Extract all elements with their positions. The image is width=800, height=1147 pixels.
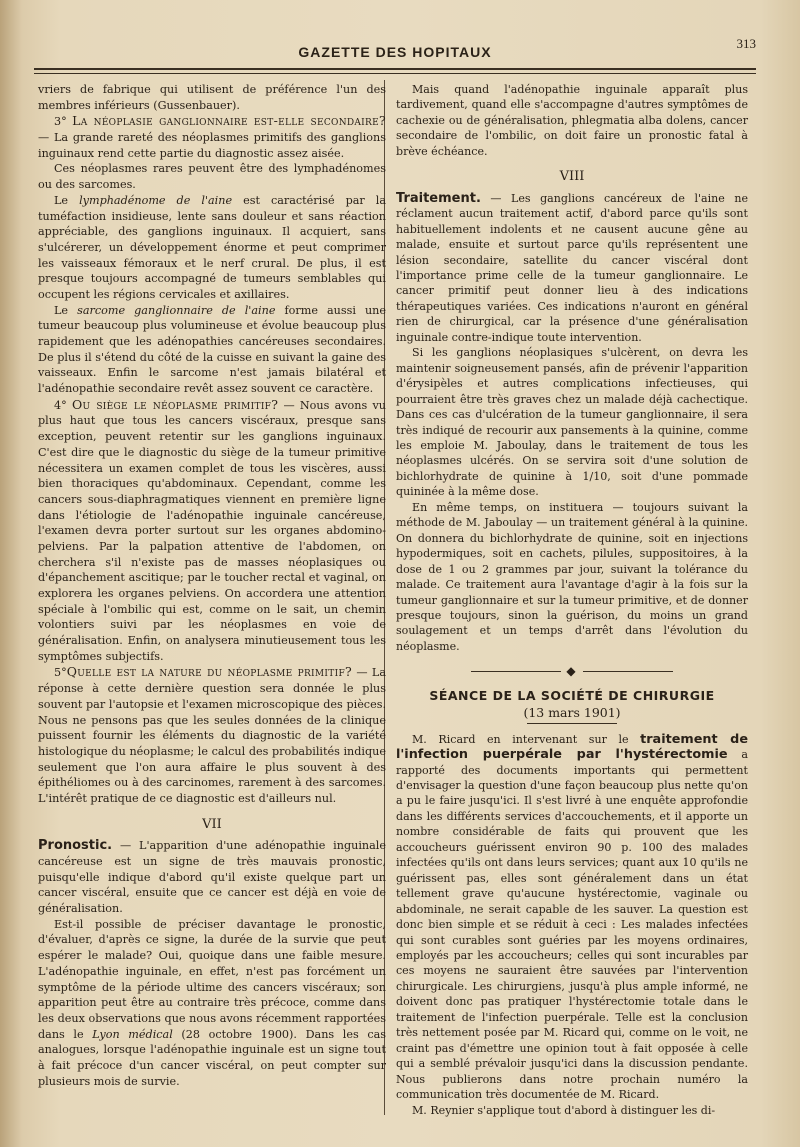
subheading: Quelle est la nature du néoplasme primitif? (66, 664, 352, 680)
paragraph: Ces néoplasmes rares peuvent être des lymphadénomes ou des sarcomes. (38, 162, 386, 192)
item-number: 5° (54, 666, 67, 680)
text: Est-il possible de préciser davantage le pronostic, d'évaluer, d'après ce signe, la durée de la survie que peut espérer le malade? Oui, quoique dans une faible mesure. L'adénopathie inguinale, en effet, n'est pas forcément un symptôme de la période ultime des cancers viscéraux; son apparition peut être au contraire très précoce, comme dans les deux observations que nous avons récemment rapportées dans le (38, 917, 386, 1041)
paragraph-survie (38, 917, 386, 1090)
paragraph: Si les ganglions néoplasiques s'ulcèrent, on devra les maintenir soigneusement pansés, afin de prévenir l'apparition d'érysipèles et autres complications infectieuses, qui pourraient être très graves chez un malade déjà cachectique. Dans ces cas d'ulcération de la tumeur ganglionnaire, il sera très indiqué de recourir aux pansements à la quinine, comme les emploie M. Jaboulay, dans le traitement de tous les néoplasmes ulcérés. On se servira soit d'une solution de bichlorhydrate de quinine à 1/10, soit d'une pommade quininée à la même dose. (396, 346, 748, 499)
italic-term: sarcome ganglionnaire de l'aine (77, 303, 276, 317)
text: Le (54, 303, 78, 317)
left-column (38, 82, 386, 1089)
journal-title: GAZETTE DES HOPITAUX (298, 44, 492, 60)
paragraph-siege (38, 397, 386, 665)
italic-term: Lyon médical (92, 1027, 173, 1041)
paragraph-text: — La grande rareté des néoplasmes primitifs des ganglions inguinaux rend cette partie du diagnostic assez aisée. (38, 131, 386, 160)
paragraph-text: — L'apparition d'une adénopathie inguinale cancéreuse est un signe de très mauvais pronostic, puisqu'elle indique d'abord qu'il existe quelque part un cancer viscéral, ensuite que ce cancer est déjà en voie de généralisation. (38, 839, 386, 916)
page-number: 313 (736, 36, 756, 51)
paragraph: En même temps, on instituera — toujours suivant la méthode de M. Jaboulay — un traitement général à la quinine. On donnera du bichlorhydrate de quinine, soit en injections hypodermiques, soit en cachets, pilules, suppositoires, à la dose de 1 ou 2 grammes par jour, suivant la tolérance du malade. Ce traitement aura l'avantage d'agir à la fois sur la tumeur ganglionnaire et sur la tumeur primitive, et de donner presque toujours, sinon la guérison, du moins un grand soulagement et un temps d'arrêt dans l'évolution du néoplasme. (396, 500, 748, 653)
bold-term: traitement de l'infection puerpérale par l'hystérectomie (396, 731, 748, 763)
item-number: 4° (54, 398, 67, 412)
lead-heading: Pronostic. (38, 838, 113, 854)
paragraph-text: — La réponse à cette dernière question sera donnée le plus souvent par l'autopsie et l'examen microscopique des pièces. Nous ne pensons pas que les seules données de la clinique puissent fournir les éléments du diagnostic de la variété histologique du néoplasme; le calcul des probabilités indique seulement que l'on aura affaire le plus souvent à des épithéliomes ou à des carcinomes, rarement à des sarcomes. L'intérêt pratique de ce diagnostic est d'ailleurs nul. (38, 666, 387, 805)
lead-heading: Traitement. (396, 190, 481, 206)
page-header (34, 36, 756, 64)
text: Le (54, 193, 80, 207)
short-rule (527, 723, 617, 724)
header-rule-thin (34, 73, 756, 74)
paragraph-text: — Nous avons vu plus haut que tous les cancers viscéraux, presque sans exception, peuvent retentir sur les ganglions inguinaux. C'est dire que le diagnostic du siège de la tumeur primitive nécessitera un examen complet de tous les viscères, aussi bien thoraciques qu'abdominaux. Cependant, comme les cancers sous-diaphragmatiques viennent en première ligne dans l'étiologie de l'adénopathie inguinale cancéreuse, l'examen devra porter surtout sur les organes abdomino-pelviens. Par la palpation attentive de l'abdomen, on cherchera s'il n'existe pas de masses néoplasiques ou d'épanchement ascitique; par le toucher rectal et vaginal, on explorera les organes pelviens. On accordera une attention spéciale à l'ombilic qui est, comme on le sait, un chemin volontiers suivi par les néoplasmes en voie de généralisation. Enfin, on analysera minutieusement tous les symptômes subjectifs. (38, 398, 386, 663)
paragraph-lymphadenome (38, 193, 386, 303)
item-number: 3° (54, 115, 67, 129)
paragraph-sarcome (38, 303, 386, 397)
paragraph-secondary-question (38, 113, 386, 161)
section-date: (13 mars 1901) (523, 705, 621, 721)
header-rule-thick (34, 68, 756, 70)
paragraph: M. Reynier s'applique tout d'abord à distinguer les di- (412, 1103, 716, 1117)
right-column (396, 82, 748, 1118)
section-title: SÉANCE DE LA SOCIÉTÉ DE CHIRURGIE (429, 687, 715, 703)
paragraph-text: (28 octobre 1900). Dans les cas analogues, lorsque l'adénopathie inguinale est un signe tout à fait précoce d'un cancer viscéral, on peut compter sur plusieurs mois de survie. (38, 1027, 386, 1088)
paragraph-ricard (396, 732, 748, 1103)
paragraph-traitement (396, 191, 748, 346)
paragraph: Mais quand l'adénopathie inguinale apparaît plus tardivement, quand elle s'accompagne d'autres symptômes de cachexie ou de généralisation, phlegmatia alba dolens, cancer secondaire de l'ombilic, on doit faire un pronostic fatal à brève échéance. (396, 83, 748, 158)
section-number-vii: VII (202, 816, 222, 832)
italic-term: lymphadénome de l'aine (79, 193, 233, 207)
paragraph-text: forme aussi une tumeur beaucoup plus volumineuse et évolue beaucoup plus rapidement que les adénopathies cancéreuses secondaires. De plus il s'étend du côté de la cuisse en suivant la gaine des vaisseaux. Enfin le sarcome n'est jamais bilatéral et l'adénopathie secondaire revêt assez souvent ce caractère. (38, 303, 387, 396)
subheading: La néoplasie ganglionnaire est-elle secondaire? (72, 113, 386, 129)
paragraph-pronostic (38, 838, 386, 916)
paragraph: vriers de fabrique qui utilisent de préférence l'un des membres inférieurs (Gussenbauer). (38, 83, 386, 112)
subheading: Ou siège le néoplasme primitif? (71, 396, 279, 412)
section-number-viii: VIII (559, 169, 585, 185)
ornamental-separator: ◆ (396, 664, 748, 679)
paragraph-text: est caractérisé par la tuméfaction insidieuse, lente sans douleur et sans réaction appréciable, des ganglions inguinaux. Il acquiert, sans s'ulcérerer, un développement énorme et peut comprimer les vaisseaux fémoraux et le nerf crural. De plus, il est presque toujours accompagné de tumeurs semblables qui occupent les régions cervicales et axillaires. (38, 193, 386, 301)
paragraph-nature (38, 664, 386, 806)
paragraph-text: a rapporté des documents importants qui permettent d'envisager la question d'une façon beaucoup plus nette qu'on a pu le faire jusqu'ici. Il s'est livré à une enquête approfondie dans les différents services d'accouchements, et il apporte un nombre considérable de faits qui prouvent que les accoucheurs guérissent environ 90 p. 100 des malades infectées qu'ils ont dans leurs services; quant aux 10 qu'ils ne guérissent pas, elles sont généralement dans un état tellement grave qu'aucune hystérectomie, vaginale ou abdominale, ne serait capable de les sauver. La question est donc bien simple et se réduit à ceci : Les malades infectées qui sont curables sont guéries par les moyens ordinaires, employés par les accoucheurs; celles qui sont incurables par ces moyens ne sauraient être sauvées par l'intervention chirurgicale. Les chirurgiens, jusqu'à plus ample informé, ne doivent donc pas pratiquer l'hystérectomie totale dans le traitement de l'infection puerpérale. Telle est la conclusion très nettement posée par M. Ricard qui, comme on le voit, ne craint pas d'émettre une opinion tout à fait opposée à celle qui a semblé prévaloir jusqu'ici dans la discussion pendante. Nous publierons dans notre prochain numéro la communication très documentée de M. Ricard. (396, 748, 748, 1102)
paragraph-text: — Les ganglions cancéreux de l'aine ne réclament aucun traitement actif, d'abord parce qu'ils sont habituellement indolents et ne causent aucune gêne au malade, ensuite et surtout parce qu'ils représentent une lésion secondaire, satellite du cancer viscéral dont l'importance prime celle de la tumeur ganglionnaire. Le cancer primitif peut donner lieu à des indications thérapeutiques variées. Ces indications n'auront en général rien de chirurgical, car la présence d'une généralisation inguinale contre-indique toute intervention. (396, 191, 748, 344)
text: M. Ricard en intervenant sur le (412, 732, 641, 746)
